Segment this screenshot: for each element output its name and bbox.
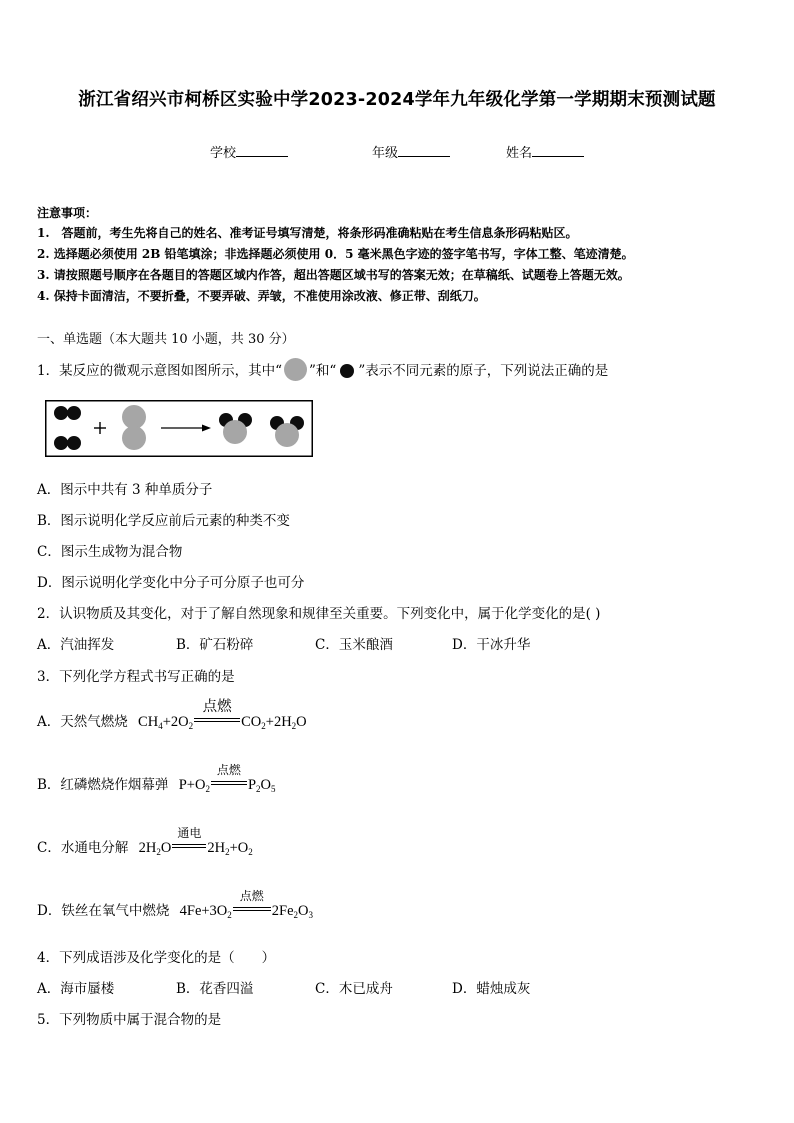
equation-d: $4Fe+3O_2$ 点燃 $2Fe_2O_3$ [179,889,314,920]
q2-option-b[interactable]: B．矿石粉碎 [176,637,254,653]
gray-atom-icon [284,358,307,381]
school-blank[interactable] [236,144,288,157]
q4-option-d[interactable]: D．蜡烛成灰 [452,981,531,997]
q3-option-d[interactable] [37,889,314,920]
grade-label: 年级 [372,146,399,161]
condition-b-text: 点燃 [216,763,241,777]
q4-option-b[interactable]: B．花香四溢 [176,981,254,997]
condition-d-text: 点燃 [239,889,264,903]
question-2-stem: 2．认识物质及其变化，对于了解自然现象和规律至关重要。下列变化中，属于化学变化的是( ) [37,606,601,622]
notice-item-4: 4. 保持卡面清洁，不要折叠，不要弄破、弄皱，不准使用涂改液、修正带、刮纸刀。 [37,289,486,303]
notice-item-1: 1. 答题前，考生先将自己的姓名、准考证号填写清楚，将条形码准确粘贴在考生信息条形码粘贴区。 [37,226,578,240]
gray-atom [122,405,146,429]
black-atom [67,406,81,420]
equals-sign-icon [211,781,247,785]
q2-option-d[interactable]: D．干冰升华 [452,637,531,653]
q1-option-c[interactable]: C．图示生成物为混合物 [37,544,183,560]
question-1-stem [37,358,608,381]
arrow-head-icon [202,425,211,432]
q2-option-c[interactable]: C．玉米酿酒 [315,637,393,653]
question-4-stem: 4．下列成语涉及化学变化的是（ ） [37,950,276,966]
condition-a-text: 点燃 [202,699,232,715]
q1-stem-part-c: ”表示不同元素的原子，下列说法正确的是 [358,363,609,379]
name-label: 姓名 [506,146,533,161]
q3-option-a-label: A．天然气燃烧 [37,714,128,730]
q3-option-a[interactable] [37,699,307,731]
section-heading: 一、单选题（本大题共 10 小题，共 30 分） [37,332,295,347]
condition-c-text: 通电 [177,826,202,840]
equals-sign-icon [194,718,240,722]
gray-atom [223,420,247,444]
q1-stem-part-a: 1．某反应的微观示意图如图所示，其中“ [37,363,282,379]
q1-option-d[interactable]: D．图示说明化学变化中分子可分原子也可分 [37,575,305,591]
black-atom-icon [340,364,354,378]
q3-option-b[interactable] [37,763,276,794]
gray-atom [122,426,146,450]
grade-field[interactable] [372,142,450,161]
reaction-condition-b [211,763,247,794]
q4-option-c[interactable]: C．木已成舟 [315,981,393,997]
notice-item-2: 2. 选择题必须使用 2B 铅笔填涂；非选择题必须使用 0．5 毫米黑色字迹的签字笔书写，字体工整、笔迹清楚。 [37,247,634,261]
equation-a: $CH_4+2O_2$ 点燃 $CO_2+2H_2O$ [138,714,307,730]
q3-option-c-label: C．水通电分解 [37,840,129,856]
notice-heading: 注意事项： [37,206,98,220]
school-field[interactable] [210,142,288,161]
equation-b: $P+O_2$ 点燃 $P_2O_5$ [178,763,276,794]
q3-option-b-label: B．红磷燃烧作烟幕弹 [37,777,169,793]
equals-sign-icon [233,907,271,911]
school-label: 学校 [210,146,237,161]
q3-option-d-label: D．铁丝在氧气中燃烧 [37,903,170,919]
black-atom [67,436,81,450]
black-atom [54,436,68,450]
name-field[interactable] [506,142,584,161]
question-3-stem: 3．下列化学方程式书写正确的是 [37,669,235,685]
q1-stem-part-b: ”和“ [309,363,337,379]
question-5-stem: 5．下列物质中属于混合物的是 [37,1012,222,1028]
q3-option-c[interactable] [37,826,253,857]
reaction-condition-a [194,699,240,731]
gray-atom [275,423,299,447]
q1-option-a[interactable]: A．图示中共有 3 种单质分子 [37,482,213,498]
equals-sign-icon [172,844,206,848]
q2-option-a[interactable]: A．汽油挥发 [37,637,115,653]
q4-option-a[interactable]: A．海市蜃楼 [37,981,115,997]
name-blank[interactable] [532,144,584,157]
reaction-diagram [45,400,313,457]
reaction-condition-d [233,889,271,920]
notice-item-3: 3. 请按照题号顺序在各题目的答题区域内作答，超出答题区域书写的答案无效；在草稿纸、试题卷上答题无效。 [37,268,630,282]
page-title: 浙江省绍兴市柯桥区实验中学2023-2024学年九年级化学第一学期期末预测试题 [78,90,716,110]
q1-option-b[interactable]: B．图示说明化学反应前后元素的种类不变 [37,513,290,529]
grade-blank[interactable] [398,144,450,157]
reaction-condition-c [172,826,206,857]
equation-c: $2H_2O$ 通电 $2H_2+O_2$ [138,826,253,857]
black-atom [54,406,68,420]
